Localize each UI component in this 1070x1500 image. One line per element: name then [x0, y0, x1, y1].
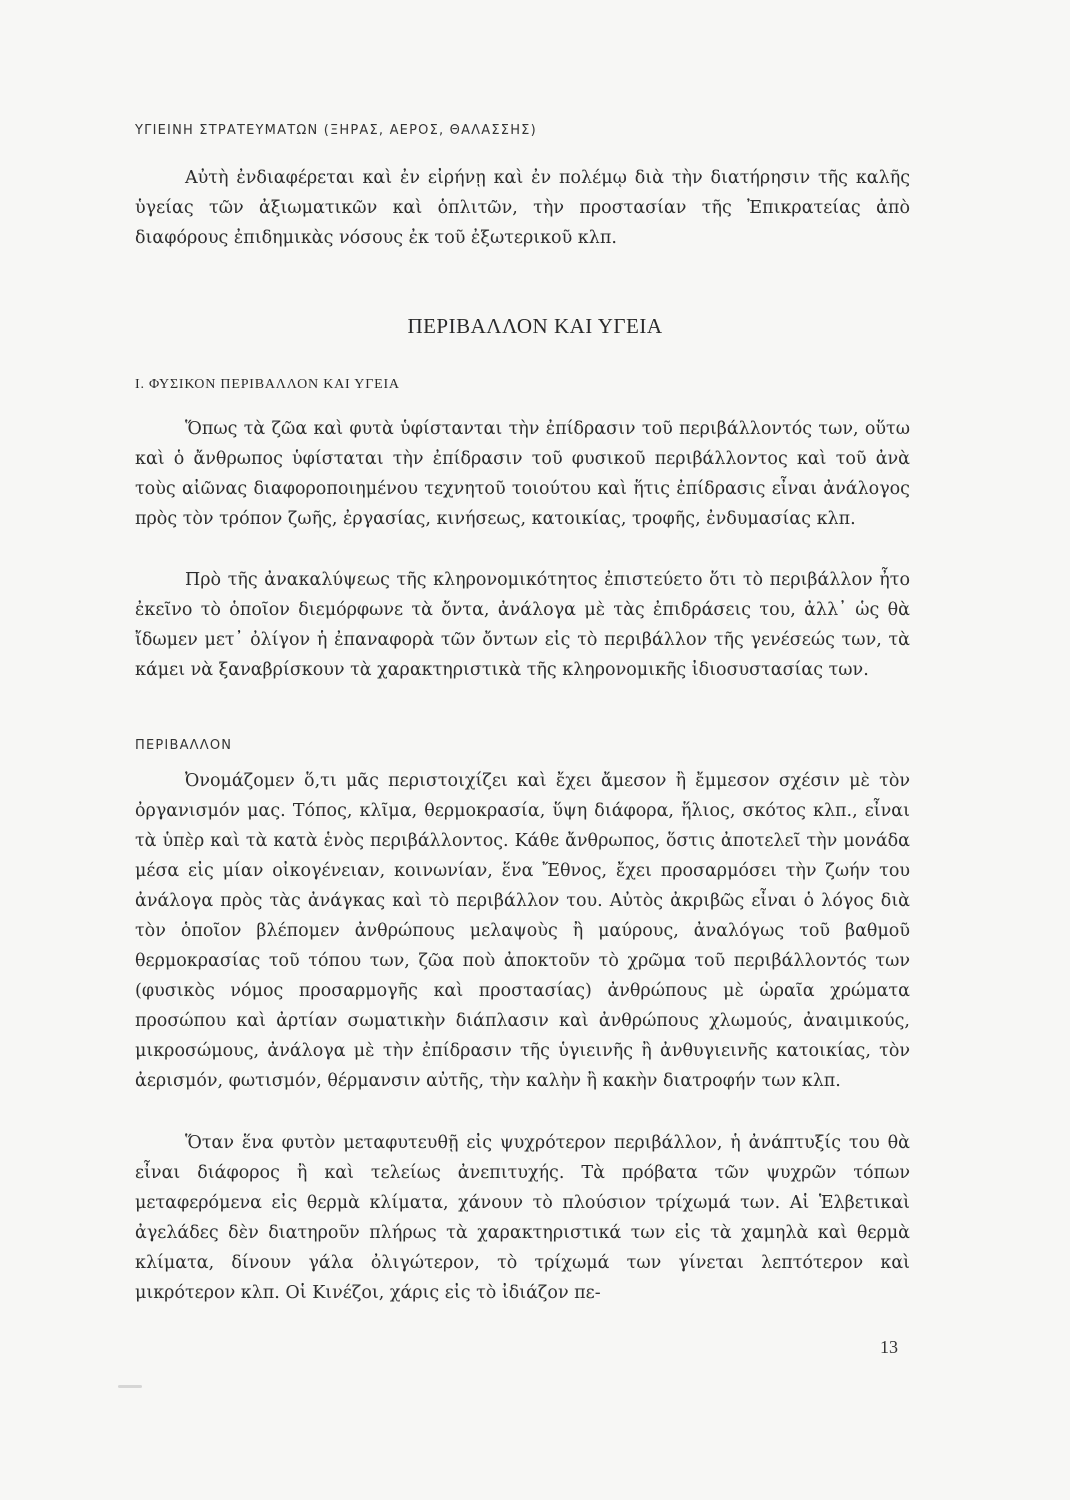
label-heading: ΠΕΡΙΒΑΛΛΟΝ [135, 738, 233, 753]
intro-paragraph: Αὐτὴ ἐνδιαφέρεται καὶ ἐν εἰρήνῃ καὶ ἐν πολέμῳ διὰ τὴν διατήρησιν τῆς καλῆς ὑγείας τῶν ἀξιωματικῶν καὶ ὁπλιτῶν, τὴν προστασίαν τῆς Ἐπικρατείας ἀπὸ διαφόρους ἐπιδημικὰς νόσους ἐκ τοῦ ἐξωτερικοῦ κλπ. [135, 168, 910, 248]
paragraph-1: Ὅπως τὰ ζῶα καὶ φυτὰ ὑφίστανται τὴν ἐπίδρασιν τοῦ περιβάλλοντός των, οὕτω καὶ ὁ ἄνθρωπος ὑφίσταται τὴν ἐπίδρασιν τοῦ φυσικοῦ περιβάλλοντος καὶ τοῦ ἀνὰ τοὺς αἰῶνας διαφοροποιημένου τεχνητοῦ τοιούτου καὶ ἥτις ἐπίδρασις εἶναι ἀνάλογος πρὸς τὸν τρόπον ζωῆς, ἐργασίας, κινήσεως, κατοικίας, τροφῆς, ἐνδυμασίας κλπ. [135, 419, 910, 529]
page-number: 13 [880, 1337, 898, 1357]
paragraph-2: Πρὸ τῆς ἀνακαλύψεως τῆς κληρονομικότητος ἐπιστεύετο ὅτι τὸ περιβάλλον ἦτο ἐκεῖνο τὸ ὁποῖον διεμόρφωνε τὰ ὄντα, ἀνάλογα μὲ τὰς ἐπιδράσεις του, ἀλλ᾽ ὡς θὰ ἴδωμεν μετ᾽ ὀλίγον ἡ ἐπαναφορὰ τῶν ὄντων εἰς τὸ περιβάλλον τῆς γενέσεώς των, τὰ κάμει νὰ ξαναβρίσκουν τὰ χαρακτηριστικὰ τῆς κληρονομικῆς ἰδιοσυστασίας των. [135, 570, 910, 680]
scan-mark [118, 1385, 142, 1388]
paragraph-4: Ὅταν ἕνα φυτὸν μεταφυτευθῇ εἰς ψυχρότερον περιβάλλον, ἡ ἀνάπτυξίς του θὰ εἶναι διάφορος ἢ καὶ τελείως ἀνεπιτυχής. Τὰ πρόβατα τῶν ψυχρῶν τόπων μεταφερόμενα εἰς θερμὰ κλίματα, χάνουν τὸ πλούσιον τρίχωμά των. Αἱ Ἑλβετικαὶ ἀγελάδες δὲν διατηροῦν πλήρως τὰ χαρακτηριστικά των εἰς τὰ χαμηλὰ καὶ θερμὰ κλίματα, δίνουν γάλα ὀλιγώτερον, τὸ τρίχωμά των γίνεται λεπτότερον καὶ μικρότερον κλπ. Οἱ Κινέζοι, χάρις εἰς τὸ ἰδιάζον πε- [135, 1133, 910, 1303]
section-title: ΠΕΡΙΒΑΛΛΟΝ ΚΑΙ ΥΓΕΙΑ [407, 314, 663, 338]
running-head: ΥΓΙΕΙΝΗ ΣΤΡΑΤΕΥΜΑΤΩΝ (ΞΗΡΑΣ, ΑΕΡΟΣ, ΘΑΛΑΣΣΗΣ) [135, 123, 537, 138]
paragraph-3: Ὀνομάζομεν ὅ,τι μᾶς περιστοιχίζει καὶ ἔχει ἄμεσον ἢ ἔμμεσον σχέσιν μὲ τὸν ὀργανισμόν μας. Τόπος, κλῖμα, θερμοκρασία, ὕψη διάφορα, ἥλιος, σκότος κλπ., εἶναι τὰ ὑπὲρ καὶ τὰ κατὰ ἑνὸς περιβάλλοντος. Κάθε ἄνθρωπος, ὅστις ἀποτελεῖ τὴν μονάδα μέσα εἰς μίαν οἰκογένειαν, κοινωνίαν, ἕνα Ἔθνος, ἔχει προσαρμόσει τὴν ζωήν του ἀνάλογα πρὸς τὰς ἀνάγκας καὶ τὸ περιβάλλον του. Αὐτὸς ἀκριβῶς εἶναι ὁ λόγος διὰ τὸν ὁποῖον βλέπομεν ἀνθρώπους μελαψοὺς ἢ μαύρους, ἀναλόγως τοῦ βαθμοῦ θερμοκρασίας τοῦ τόπου των, ζῶα ποὺ ἀποκτοῦν τὸ χρῶμα τοῦ περιβάλλοντός των (φυσικὸς νόμος προσαρμογῆς καὶ προστασίας) ἀνθρώπους μὲ ὡραῖα χρώματα προσώπου καὶ ἀρτίαν σωματικὴν διάπλασιν καὶ ἀνθρώπους χλωμούς, ἀναιμικούς, μικροσώμους, ἀνάλογα μὲ τὴν ἐπίδρασιν τῆς ὑγιεινῆς ἢ ἀνθυγιεινῆς κατοικίας, τὸν ἀερισμόν, φωτισμόν, θέρμανσιν αὐτῆς, τὴν καλὴν ἢ κακὴν διατροφήν των κλπ. [135, 771, 910, 1091]
subheading: I. ΦΥΣΙΚΟΝ ΠΕΡΙΒΑΛΛΟΝ ΚΑΙ ΥΓΕΙΑ [135, 377, 400, 392]
